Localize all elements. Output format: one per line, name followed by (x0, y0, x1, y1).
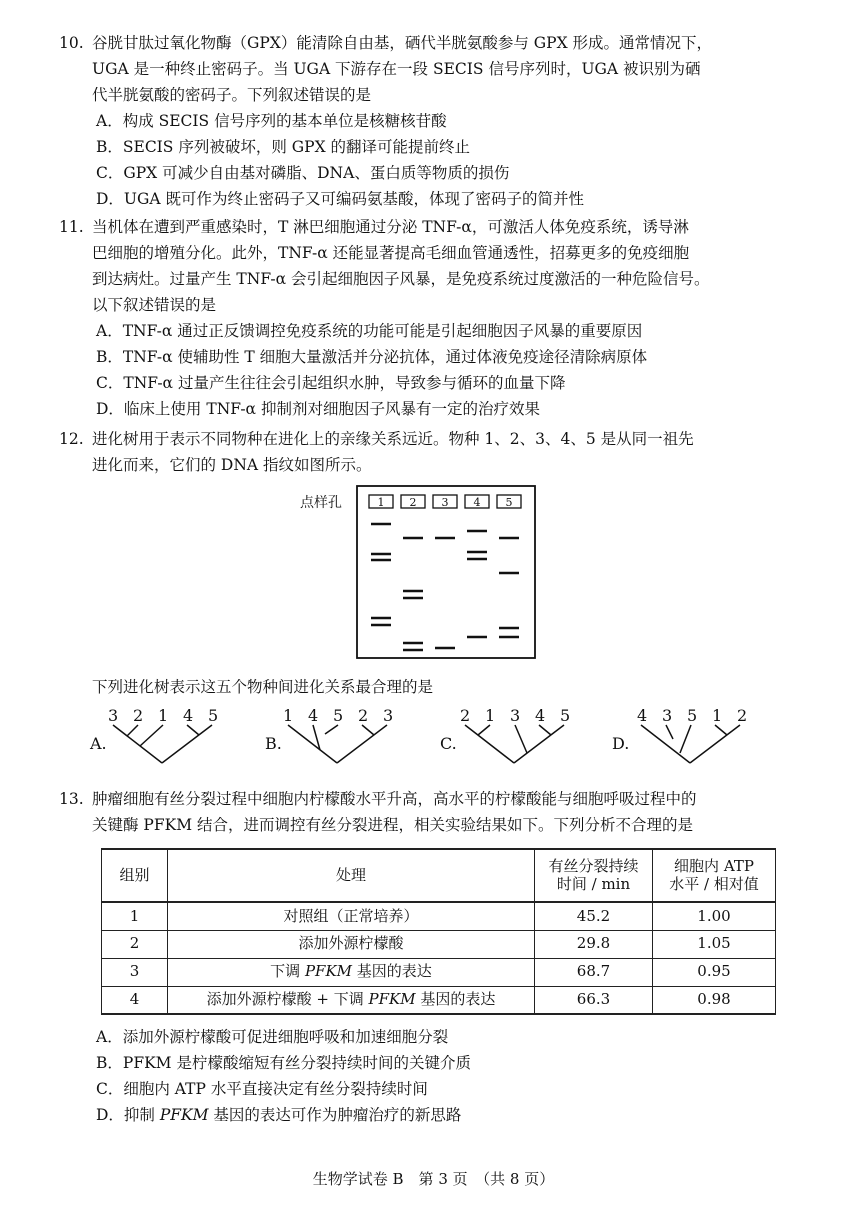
option-text: C．细胞内 ATP 水平直接决定有丝分裂持续时间 (96, 1080, 428, 1098)
cell-duration: 45.2 (535, 902, 653, 930)
cell-treatment (168, 902, 535, 930)
header-atp-level-line-2: 水平 / 相对值 (669, 874, 759, 893)
q12-number: 12. (59, 430, 84, 448)
q11-option-b: B．TNF-α 使辅助性 T 细胞大量激活并分泌抗体，通过体液免疫途径清除病原体 (96, 348, 648, 366)
q10-stem-line-3: 代半胱氨酸的密码子。下列叙述错误的是 (92, 86, 372, 104)
treatment-text: 对照组（正常培养） (283, 906, 419, 925)
q13-stem-line-1: 肿瘤细胞有丝分裂过程中细胞内柠檬酸水平升高，高水平的柠檬酸能与细胞呼吸过程中的 (92, 790, 697, 808)
treatment-text-suffix: 基因的表达 (415, 990, 496, 1009)
cell-duration: 66.3 (535, 986, 653, 1014)
tree-a-leaf-2: 2 (133, 706, 144, 725)
tree-a-diagram (100, 722, 230, 766)
cell-atp: 1.00 (653, 902, 776, 930)
treatment-text-suffix: 基因的表达 (352, 962, 432, 981)
tree-a-letter: A. (90, 734, 107, 753)
cell-group: 3 (102, 958, 168, 986)
lane-label-3: 3 (441, 496, 449, 509)
tree-b-diagram (275, 722, 405, 766)
q10-option-d: D．UGA 既可作为终止密码子又可编码氨基酸，体现了密码子的简并性 (96, 190, 584, 208)
q13-stem-line-2: 关键酶 PFKM 结合，进而调控有丝分裂进程，相关实验结果如下。下列分析不合理的是 (92, 816, 693, 834)
cell-group: 1 (102, 902, 168, 930)
q12-question: 下列进化树表示这五个物种间进化关系最合理的是 (92, 678, 434, 696)
tree-b-leaf-1: 1 (283, 706, 294, 725)
header-mitosis-duration (535, 849, 653, 902)
cell-treatment (168, 986, 535, 1014)
header-atp-level (653, 849, 776, 902)
tree-a-leaf-3: 1 (158, 706, 169, 725)
lane-label-5: 5 (505, 496, 513, 509)
tree-b-leaf-3: 5 (333, 706, 344, 725)
cell-duration: 68.7 (535, 958, 653, 986)
tree-d-leaf-2: 3 (662, 706, 673, 725)
tree-c-leaf-2: 1 (485, 706, 496, 725)
gene-name: PFKM (304, 962, 353, 981)
cell-group: 4 (102, 986, 168, 1014)
header-mitosis-duration-line-2: 时间 / min (556, 874, 631, 893)
q12-stem-line-1: 进化树用于表示不同物种在进化上的亲缘关系远近。物种 1、2、3、4、5 是从同一祖先 (92, 430, 694, 448)
option-text-suffix: 基因的表达可作为肿瘤治疗的新思路 (208, 1106, 462, 1124)
tree-a-leaf-1: 3 (108, 706, 119, 725)
tree-d-leaf-5: 2 (737, 706, 748, 725)
q11-option-c: C．TNF-α 过量产生往往会引起组织水肿，导致参与循环的血量下降 (96, 374, 566, 392)
gel-well-label: 点样孔 (300, 495, 342, 511)
tree-d-leaf-3: 5 (687, 706, 698, 725)
treatment-text: 添加外源柠檬酸 + 下调 (206, 990, 369, 1009)
lane-label-2: 2 (409, 496, 417, 509)
tree-d-leaf-4: 1 (712, 706, 723, 725)
q11-stem-line-4: 以下叙述错误的是 (92, 296, 217, 314)
tree-c-leaf-1: 2 (460, 706, 471, 725)
option-text: A．添加外源柠檬酸可促进细胞呼吸和加速细胞分裂 (96, 1028, 449, 1046)
q11-option-a: A．TNF-α 通过正反馈调控免疫系统的功能可能是引起细胞因子风暴的重要原因 (96, 322, 643, 340)
q10-option-a: A．构成 SECIS 信号序列的基本单位是核糖核苷酸 (96, 112, 447, 130)
tree-d-leaf-1: 4 (637, 706, 648, 725)
cell-duration: 29.8 (535, 930, 653, 958)
q10-number: 10. (59, 34, 84, 52)
treatment-text: 添加外源柠檬酸 (298, 934, 404, 953)
lane-label-1: 1 (377, 496, 385, 509)
tree-b-leaf-5: 3 (383, 706, 394, 725)
q13-option-b (96, 1056, 471, 1072)
q10-stem-line-2: UGA 是一种终止密码子。当 UGA 下游存在一段 SECIS 信号序列时，UGA 被识别为硒 (92, 60, 701, 78)
header-treatment: 处理 (168, 849, 535, 902)
option-text: B．PFKM 是柠檬酸缩短有丝分裂持续时间的关键介质 (96, 1054, 471, 1072)
header-atp-level-line-1: 细胞内 ATP (674, 857, 754, 876)
tree-c-leaf-5: 5 (560, 706, 571, 725)
tree-c-diagram (452, 722, 582, 766)
q13-option-c (96, 1082, 428, 1098)
table-row (102, 902, 776, 930)
page-footer: 生物学试卷 B 第 3 页 （共 8 页） (312, 1170, 555, 1188)
cell-atp: 0.98 (653, 986, 776, 1014)
cell-treatment (168, 958, 535, 986)
table-row (102, 986, 776, 1014)
q10-option-b: B．SECIS 序列被破坏，则 GPX 的翻译可能提前终止 (96, 138, 471, 156)
q12-stem-line-2: 进化而来，它们的 DNA 指纹如图所示。 (92, 456, 372, 474)
gene-name: PFKM (159, 1106, 209, 1124)
tree-b-leaf-2: 4 (308, 706, 319, 725)
q11-option-d: D．临床上使用 TNF-α 抑制剂对细胞因子风暴有一定的治疗效果 (96, 400, 540, 418)
header-group: 组别 (102, 849, 168, 902)
option-text: D．抑制 (96, 1106, 160, 1124)
q10-stem-line-1: 谷胱甘肽过氧化物酶（GPX）能清除自由基，硒代半胱氨酸参与 GPX 形成。通常情况下， (92, 34, 713, 52)
q10-option-c: C．GPX 可减少自由基对磷脂、DNA、蛋白质等物质的损伤 (96, 164, 510, 182)
q11-stem-line-3: 到达病灶。过量产生 TNF-α 会引起细胞因子风暴，是免疫系统过度激活的一种危险信号。 (92, 270, 710, 288)
q11-number: 11. (59, 218, 84, 236)
lane-label-4: 4 (473, 496, 481, 509)
cell-atp: 0.95 (653, 958, 776, 986)
tree-a-leaf-4: 4 (183, 706, 194, 725)
table-row (102, 930, 776, 958)
q13-number: 13. (59, 790, 84, 808)
tree-b-letter: B. (265, 734, 282, 753)
tree-c-leaf-3: 3 (510, 706, 521, 725)
q11-stem-line-1: 当机体在遭到严重感染时，T 淋巴细胞通过分泌 TNF-α，可激活人体免疫系统，诱导淋 (92, 218, 689, 236)
tree-a-leaf-5: 5 (208, 706, 219, 725)
table-header-row (102, 849, 776, 902)
cell-group: 2 (102, 930, 168, 958)
tree-d-diagram (628, 722, 758, 766)
gene-name: PFKM (368, 990, 416, 1009)
q11-stem-line-2: 巴细胞的增殖分化。此外，TNF-α 还能显著提高毛细血管通透性，招募更多的免疫细胞 (92, 244, 690, 262)
tree-d-letter: D. (612, 734, 630, 753)
treatment-text: 下调 (270, 962, 305, 981)
experiment-table (101, 848, 776, 1015)
header-mitosis-duration-line-1: 有丝分裂持续 (548, 857, 639, 876)
tree-b-leaf-4: 2 (358, 706, 369, 725)
dna-gel-figure (355, 484, 537, 660)
cell-atp: 1.05 (653, 930, 776, 958)
q13-option-d (96, 1108, 461, 1124)
table-row (102, 958, 776, 986)
tree-c-letter: C. (440, 734, 457, 753)
tree-c-leaf-4: 4 (535, 706, 546, 725)
q13-option-a (96, 1030, 448, 1046)
cell-treatment (168, 930, 535, 958)
